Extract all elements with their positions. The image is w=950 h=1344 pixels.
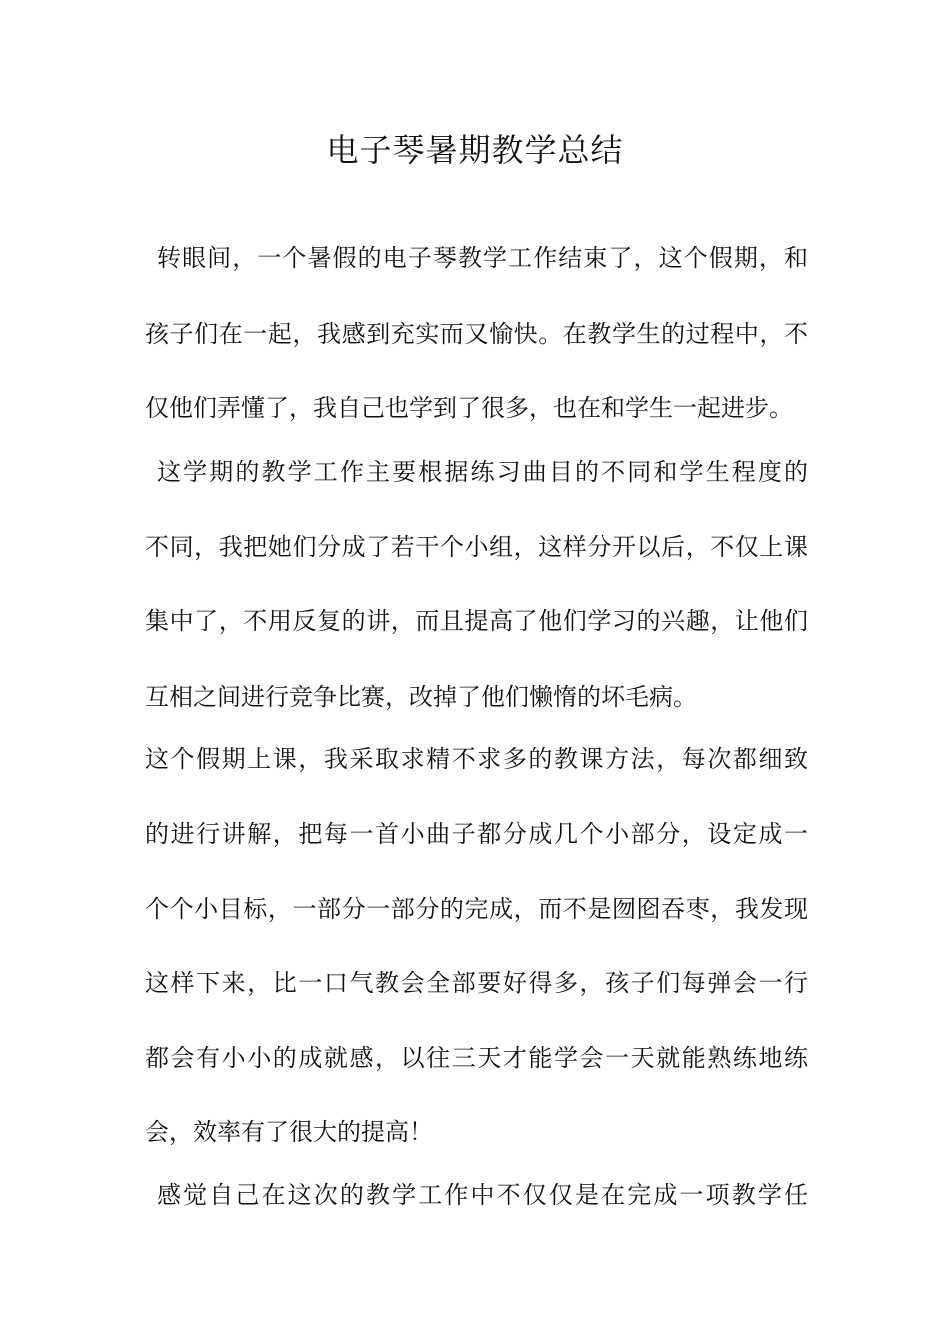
paragraph-3-line-6: 会，效率有了很大的提高！ — [145, 1118, 433, 1146]
paragraph-2-line-2: 不同，我把她们分成了若干个小组，这样分开以后，不仅上课 — [145, 533, 808, 561]
paragraph-3-line-2: 的进行讲解，把每一首小曲子都分成几个小部分，设定成一 — [145, 820, 808, 848]
paragraph-2-line-4: 互相之间进行竞争比赛，改掉了他们懒惰的坏毛病。 — [145, 683, 697, 711]
paragraph-1-line-1: 转眼间，一个暑假的电子琴教学工作结束了，这个假期，和 — [157, 244, 808, 272]
paragraph-4-line-1: 感觉自己在这次的教学工作中不仅仅是在完成一项教学任 — [157, 1181, 808, 1209]
paragraph-3-line-1: 这个假期上课，我采取求精不求多的教课方法，每次都细致 — [145, 745, 808, 773]
paragraph-1-line-2: 孩子们在一起，我感到充实而又愉快。在教学生的过程中，不 — [145, 320, 808, 348]
paragraph-2-line-3: 集中了，不用反复的讲，而且提高了他们学习的兴趣，让他们 — [145, 607, 808, 635]
paragraph-1-line-3: 仅他们弄懂了，我自己也学到了很多，也在和学生一起进步。 — [145, 394, 793, 422]
paragraph-2-line-1: 这学期的教学工作主要根据练习曲目的不同和学生程度的 — [157, 458, 808, 486]
document-title: 电子琴暑期教学总结 — [326, 131, 624, 169]
paragraph-3-line-3: 个个小目标，一部分一部分的完成，而不是囫囵吞枣，我发现 — [145, 895, 808, 923]
paragraph-3-line-5: 都会有小小的成就感，以往三天才能学会一天就能熟练地练 — [145, 1044, 808, 1072]
paragraph-3-line-4: 这样下来，比一口气教会全部要好得多，孩子们每弹会一行 — [145, 969, 808, 997]
